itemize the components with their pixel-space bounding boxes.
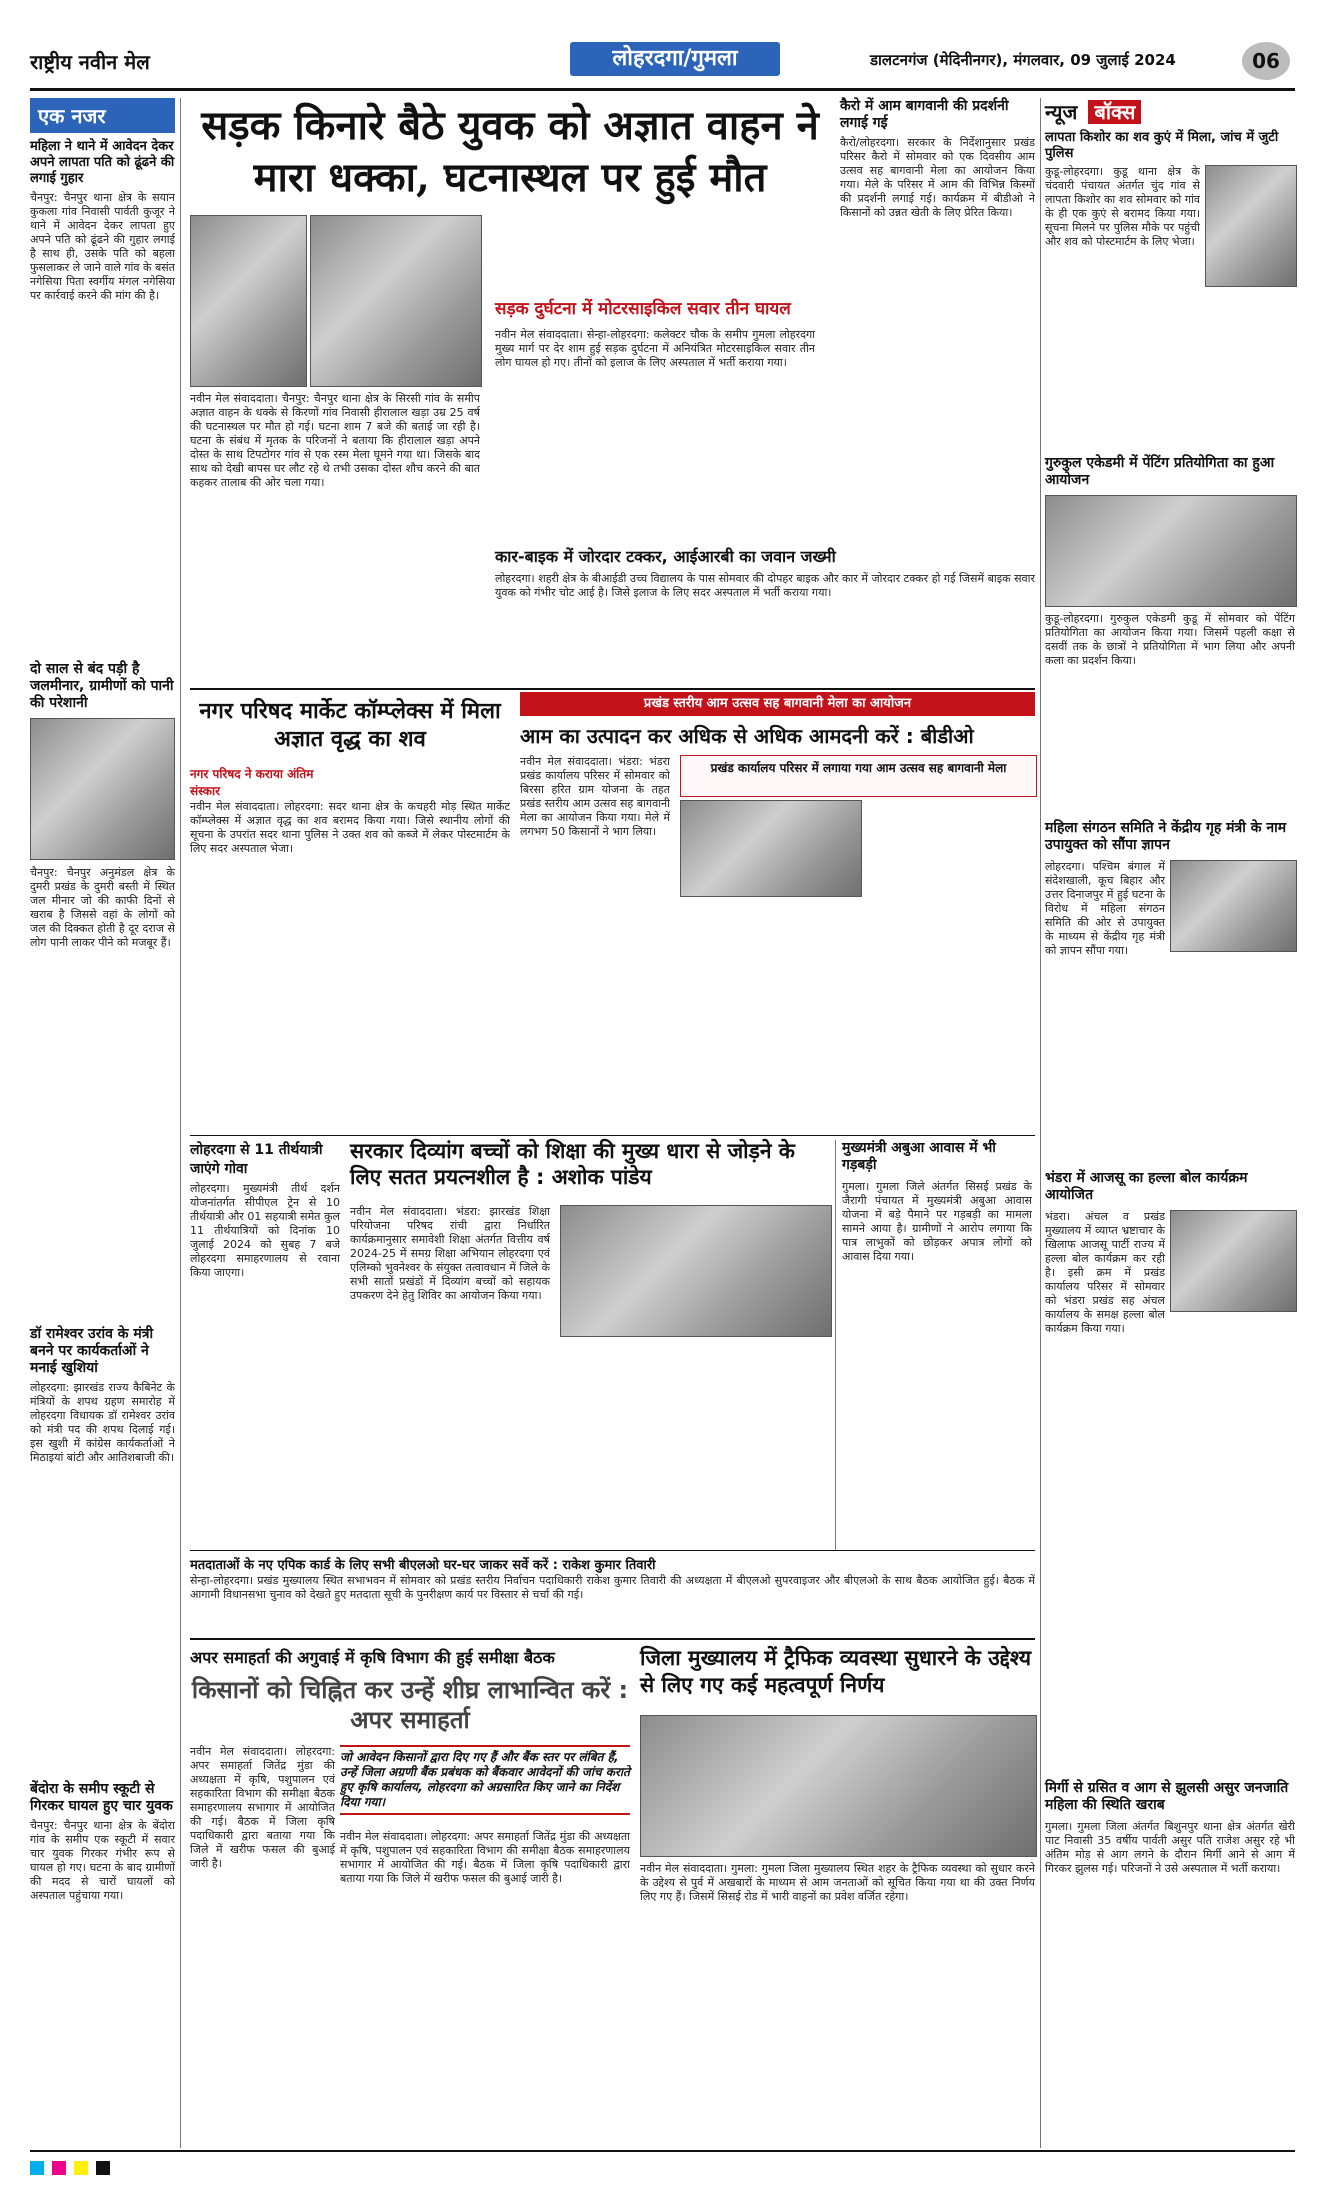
mela-band — [520, 692, 1035, 716]
left-item-2-headline: दो साल से बंद पड़ी है जलमीनार, ग्रामीणों को पानी की परेशानी — [30, 661, 174, 711]
mela-band-label: प्रखंड स्तरीय आम उत्सव सह बागवानी मेला का आयोजन — [643, 696, 912, 711]
masthead — [30, 42, 1295, 84]
swatch-magenta — [52, 2161, 66, 2175]
agri-body: नवीन मेल संवाददाता। लोहरदगा: अपर समाहर्ता जितेंद्र मुंडा की अध्यक्षता में कृषि, पशुपालन एवं सहकारिता विभाग की समीक्षा बैठक समाहरणालय सभागार में आयोजित की गई। बैठक में जिला कृषि पदाधिकारी द्वारा बताया गया कि जिले में खरीफ फसल की बुआई जारी है। — [190, 1745, 335, 1870]
section-rule-3 — [190, 1550, 1035, 1551]
accident-scene-photo — [190, 215, 307, 387]
painting-body: कुडू-लोहरदगा। गुरुकुल एकेडमी कुडू में सोमवार को पेंटिंग प्रतियोगिता का आयोजन किया गया। जिसमें पहली कक्षा से दसवीं तक के छात्रों ने प्रतियोगिता में भाग लिया और अपनी कला का प्रदर्शन किया। — [1045, 612, 1295, 667]
left-item-2-body: चैनपुर: चैनपुर अनुमंडल क्षेत्र के दुमरी प्रखंड के दुमरी बस्ती में स्थित जल मीनार जो की काफी दिनों से खराब है जिससे वहां के लोगों को जल की दिक्कत होती है दूर दराज से लोग पानी लाकर पीने को मजबूर हैं। — [30, 866, 175, 949]
mahila-photo — [1170, 860, 1297, 952]
mela-caption-box — [680, 755, 1037, 797]
body-story-body: नवीन मेल संवाददाता। लोहरदगा: सदर थाना क्षेत्र के कचहरी मोड़ स्थित मार्केट कॉम्प्लेक्स में अज्ञात वृद्ध का शव बरामद किया गया। जिसे स्थानीय लोगों की सूचना के उपरांत सदर थाना पुलिस ने उक्त शव को कब्जे में लेकर पोस्टमार्टम के लिए सदर अस्पताल भेजा। — [190, 800, 510, 855]
left-column-divider — [180, 98, 181, 2148]
right-column-divider — [1040, 98, 1041, 2148]
body-story-subhead: नगर परिषद ने कराया अंतिम संस्कार — [190, 767, 314, 798]
left-item-1-headline: महिला ने थाने में आवेदन देकर अपने लापता पति को ढूंढने की लगाई गुहार — [30, 139, 175, 186]
bhandra-body: भंडरा। अंचल व प्रखंड मुख्यालय में व्याप्त भ्रष्टाचार के खिलाफ आजसू पार्टी राज्य में हल्ला बोल कार्यक्रम कर रही है। इसी क्रम में प्रखंड कार्यालय परिसर में सोमवार को भंडरा प्रखंड सह अंचल कार्यालय के समक्ष हल्ला बोल कार्यक्रम किया गया। — [1045, 1210, 1165, 1335]
epic-body: सेन्हा-लोहरदगा। प्रखंड मुख्यालय स्थित सभाभवन में सोमवार को प्रखंड स्तरीय निर्वाचन पदाधिकारी राकेश कुमार तिवारी की अध्यक्षता में बीएलओ सुपरवाइजर और बीएलओ के साथ बैठक आयोजित हुई। बैठक में आगामी विधानसभा चुनाव को देखते हुए मतदाता सूची के पुनरीक्षण कार्य पर विस्तार से चर्चा की गई। — [190, 1574, 1035, 1601]
lead-body: नवीन मेल संवाददाता। चैनपुर: चैनपुर थाना क्षेत्र के सिरसी गांव के समीप अज्ञात वाहन के धक्के से किरणों गांव निवासी हीरालाल खड़ा उम्र 25 वर्ष की घटनास्थल पर मौत हो गई। घटना शाम 7 बजे की बताई जा रही है। घटना के संबंध में मृतक के परिजनों ने बताया कि हीरालाल खड़ा अपने दोस्त के साथ टिपटोगर गांव से एक रस्म मेला घूमने गया था। जिसके बाद साथ को देखी बापस घर लौट रहे थे तभी उसका दोस्त शौच करने की बात कहकर तालाब की ओर चला गया। — [190, 392, 480, 489]
left-item-1-body: चैनपुर: चैनपुर थाना क्षेत्र के सयान कुकला गांव निवासी पार्वती कुजूर ने थाने में आवेदन देकर लापता हुए अपने पति को ढूंढने की गुहार लगाई है साथ ही, उसके पति को बहला फुसलाकर ले जाने वाले गांव के बसंत नगेसिया पिता स्वर्गीय मंगल नगेसिया पर कार्रवाई करने की मांग की है। — [30, 191, 175, 302]
disabled-children-photo — [560, 1205, 832, 1337]
goa-body: लोहरदगा। मुख्यमंत्री तीर्थ दर्शन योजनांतर्गत सीपीएल ट्रेन से 10 तीर्थयात्री और 01 सहयात्री समेत कुल 11 तीर्थयात्रियों को दिनांक 10 जुलाई 2024 को सुबह 7 बजे लोहरदगा समाहरणालय से रवाना किया जाएगा। — [190, 1182, 340, 1279]
disabled-body: नवीन मेल संवाददाता। भंडरा: झारखंड शिक्षा परियोजना परिषद रांची द्वारा निर्धारित कार्यक्रमानुसार समावेशी शिक्षा अंतर्गत वित्तीय वर्ष 2024-25 में समग्र शिक्षा अभियान लोहरदगा एवं एलिम्को भुवनेश्वर के संयुक्त तत्वावधान में जिले के सभी सातों प्रखंडों में दिव्यांग बच्चों को सहायक उपकरण देने हेतु शिविर का आयोजन किया गया। — [350, 1205, 550, 1302]
section-rule-4 — [190, 1638, 1035, 1640]
left-item-3-body: लोहरदगा: झारखंड राज्य कैबिनेट के मंत्रियों के शपथ ग्रहण समारोह में लोहरदगा विधायक डॉ रामेश्वर उरांव को मंत्री पद की शपथ दिलाई गई। इस खुशी में कांग्रेस कार्यकर्ताओं ने मिठाइयां बांटी और आतिशबाजी की। — [30, 1381, 175, 1464]
agri-body-2: नवीन मेल संवाददाता। लोहरदगा: अपर समाहर्ता जितेंद्र मुंडा की अध्यक्षता में कृषि, पशुपालन एवं सहकारिता विभाग की समीक्षा बैठक समाहरणालय सभागार में आयोजित की गई। बैठक में जिला कृषि पदाधिकारी द्वारा बताया गया कि जिले में खरीफ फसल की बुआई जारी है। — [340, 1830, 630, 1885]
mela-body: नवीन मेल संवाददाता। भंडरा: भंडरा प्रखंड कार्यालय परिसर में सोमवार को बिरसा हरित ग्राम योजना के तहत प्रखंड स्तरीय आम उत्सव सह बागवानी मेला का आयोजन किया गया। मेले में लगभग 50 किसानों ने भाग लिया। — [520, 755, 670, 838]
left-item-4-headline: बेंदोरा के समीप स्कूटी से गिरकर घायल हुए चार युवक — [30, 1781, 173, 1814]
collision-headline: कार-बाइक में जोरदार टक्कर, आईआरबी का जवान जख्मी — [495, 547, 836, 566]
epic-headline: मतदाताओं के नए एपिक कार्ड के लिए सभी बीएलओ घर-घर जाकर सर्वे करें : राकेश कुमार तिवारी — [190, 1558, 656, 1573]
body-story-headline: नगर परिषद मार्केट कॉम्प्लेक्स में मिला अज्ञात वृद्ध का शव — [199, 699, 501, 752]
swatch-yellow — [74, 2161, 88, 2175]
left-item-4-body: चैनपुर: चैनपुर थाना क्षेत्र के बेंदोरा गांव के समीप एक स्कूटी में सवार चार युवक गिरकर गंभीर रूप से घायल हो गए। घटना के बाद ग्रामीणों की मदद से चारों घायलों को अस्पताल पहुंचाया गया। — [30, 1819, 175, 1902]
left-item-3-headline: डॉ रामेश्वर उरांव के मंत्री बनने पर कार्यकर्ताओं ने मनाई खुशियां — [30, 1326, 154, 1376]
accident-headline: सड़क दुर्घटना में मोटरसाइकिल सवार तीन घायल — [495, 299, 791, 319]
painting-headline: गुरुकुल एकेडमी में पेंटिंग प्रतियोगिता का हुआ आयोजन — [1045, 455, 1275, 488]
accident-body: नवीन मेल संवाददाता। सेन्हा-लोहरदगा: कलेक्टर चौक के समीप गुमला लोहरदगा मुख्य मार्ग पर देर शाम हुई सड़क दुर्घटना में अनियंत्रित मोटरसाइकिल सवार तीन लोग घायल हो गए। तीनों को इलाज के लिए अस्पताल में भर्ती कराया गया। — [495, 328, 815, 369]
water-tower-photo — [30, 718, 175, 860]
section-banner — [570, 42, 780, 76]
mahila-body: लोहरदगा। पश्चिम बंगाल में संदेशखाली, कूच बिहार और उत्तर दिनाजपुर में हुई घटना के विरोध में महिला संगठन समिति की ओर से उपायुक्त के माध्यम से केंद्रीय गृह मंत्री को ज्ञापन सौंपा गया। — [1045, 860, 1165, 957]
footer-rule — [30, 2150, 1295, 2152]
traffic-body: नवीन मेल संवाददाता। गुमला: गुमला जिला मुख्यालय स्थित शहर के ट्रैफिक व्यवस्था को सुधार करने के उद्देश्य से पुर्व में अखबारों के माध्यम से आम जनताओं को सूचित किया गया था की उक्त निर्णय लिए गए हैं। जिसमें सिसई रोड में भारी वाहनों का प्रवेश वर्जित रहेगा। — [640, 1862, 1035, 1903]
traffic-photo — [640, 1715, 1037, 1857]
collision-body: लोहरदगा। शहरी क्षेत्र के बीआईडी उच्च विद्यालय के पास सोमवार की दोपहर बाइक और कार में जोरदार टक्कर हो गई जिसमें बाइक सवार युवक को गंभीर चोट आई है। जिसे इलाज के लिए सदर अस्पताल में भर्ती कराया गया। — [495, 572, 1035, 599]
mirgi-body: गुमला। गुमला जिला अंतर्गत बिशुनपुर थाना क्षेत्र अंतर्गत खेरी पाट निवासी 35 वर्षीय पार्वती असुर पति राजेश असुर रहे भी अंतिम मोड़ से आग लगने के दौरान मिर्गी आने से आग में गिरकर झुलस गई। परिजनों ने उसे अस्पताल में भर्ती कराया। — [1045, 1820, 1295, 1875]
mahila-headline: महिला संगठन समिति ने केंद्रीय गृह मंत्री के नाम उपायुक्त को सौंपा ज्ञापन — [1045, 820, 1287, 853]
mango-fair-photo — [680, 800, 862, 897]
dateline: डालटनगंज (मेदिनीनगर), मंगलवार, 09 जुलाई 2024 — [870, 51, 1176, 69]
masthead-rule — [30, 88, 1295, 91]
section-title: लोहरदगा/गुमला — [612, 46, 738, 71]
swatch-black — [96, 2161, 110, 2175]
page-number-text: 06 — [1252, 49, 1280, 73]
mirgi-headline: मिर्गी से ग्रसित व आग से झुलसी असुर जनजाति महिला की स्थिति खराब — [1045, 1780, 1289, 1813]
lead-headline: सड़क किनारे बैठे युवक को अज्ञात वाहन ने मारा धक्का, घटनास्थल पर हुई मौत — [201, 102, 819, 201]
kairo-body: कैरो/लोहरदगा। सरकार के निर्देशानुसार प्रखंड परिसर कैरो में सोमवार को एक दिवसीय आम उत्सव सह बागवानी मेला का आयोजन किया गया। मेले के परिसर में आम की विभिन्न किस्मों की प्रदर्शनी लगाई गई। कार्यक्रम में बीडीओ ने किसानों को उन्नत खेती के लिए प्रेरित किया। — [840, 136, 1035, 219]
motorcycle-photo — [310, 215, 482, 387]
section-rule-2 — [190, 1135, 1035, 1136]
missing-body: कुडू-लोहरदगा। कुडू थाना क्षेत्र के चंदवारी पंचायत अंतर्गत चुंद गांव से लापता किशोर का शव सोमवार को गांव के ही एक कुएं से बरामद किया गया। सूचना मिलने पर पुलिस मौके पर पहुंची और शव को पोस्टमार्टम के लिए भेजा। — [1045, 165, 1200, 248]
ek-nazar-label: एक नजर — [30, 98, 175, 133]
news-box-label-2: बॉक्स — [1088, 100, 1141, 124]
goa-headline: लोहरदगा से 11 तीर्थयात्री जाएंगे गोवा — [190, 1142, 323, 1177]
left-column — [30, 98, 175, 2148]
disabled-headline: सरकार दिव्यांग बच्चों को शिक्षा की मुख्य धारा से जोड़ने के लिए सतत प्रयत्नशील है : अशोक पांडेय — [350, 1139, 795, 1189]
swatch-cyan — [30, 2161, 44, 2175]
news-box-label-1: न्यूज — [1045, 100, 1078, 124]
news-box-label — [1045, 98, 1295, 126]
mela-photo-caption: प्रखंड कार्यालय परिसर में लगाया गया आम उत्सव सह बागवानी मेला — [710, 761, 1007, 775]
page-number — [1242, 42, 1290, 80]
awas-body: गुमला। गुमला जिले अंतर्गत सिसई प्रखंड के जैरागी पंचायत में मुख्यमंत्री अबुआ आवास योजना में बड़े पैमाने पर गड़बड़ी का मामला सामने आया है। ग्रामीणों ने आरोप लगाया कि पात्र लाभुकों को छोड़कर अपात्र लोगों को आवास दिया गया। — [842, 1180, 1032, 1263]
footer-color-bar — [30, 2160, 1295, 2176]
ajsu-protest-photo — [1170, 1210, 1297, 1312]
agri-quote: जो आवेदन किसानों द्वारा दिए गए हैं और बैंक स्तर पर लंबित हैं, उन्हें जिला अग्रणी बैंक प्रबंधक को बैंकवार आवेदनों की जांच कराते हुए कृषि कार्यालय, लोहरदगा को अग्रसारित किए जाने का निर्देश दिया गया। — [340, 1745, 630, 1815]
missing-boy-photo — [1205, 165, 1297, 287]
traffic-headline: जिला मुख्यालय में ट्रैफिक व्यवस्था सुधारने के उद्देश्य से लिए गए कई महत्वपूर्ण निर्णय — [640, 1646, 1031, 1697]
agri-headline: किसानों को चिह्नित कर उन्हें शीघ्र लाभान्वित करें : अपर समाहर्ता — [191, 1676, 629, 1734]
center-right-divider — [835, 1140, 836, 1550]
paper-name: राष्ट्रीय नवीन मेल — [30, 50, 150, 74]
missing-headline: लापता किशोर का शव कुएं में मिला, जांच में जुटी पुलिस — [1045, 130, 1279, 161]
awas-headline: मुख्यमंत्री अबुआ आवास में भी गड़बड़ी — [842, 1140, 996, 1173]
mela-headline: आम का उत्पादन कर अधिक से अधिक आमदनी करें : बीडीओ — [520, 724, 974, 748]
section-rule-1 — [190, 688, 1035, 690]
agri-kicker: अपर समाहर्ता की अगुवाई में कृषि विभाग की हुई समीक्षा बैठक — [190, 1648, 555, 1667]
kairo-headline: कैरो में आम बागवानी की प्रदर्शनी लगाई गई — [840, 98, 1009, 131]
painting-photo — [1045, 495, 1297, 607]
bhandra-headline: भंडरा में आजसू का हल्ला बोल कार्यक्रम आयोजित — [1045, 1170, 1248, 1203]
